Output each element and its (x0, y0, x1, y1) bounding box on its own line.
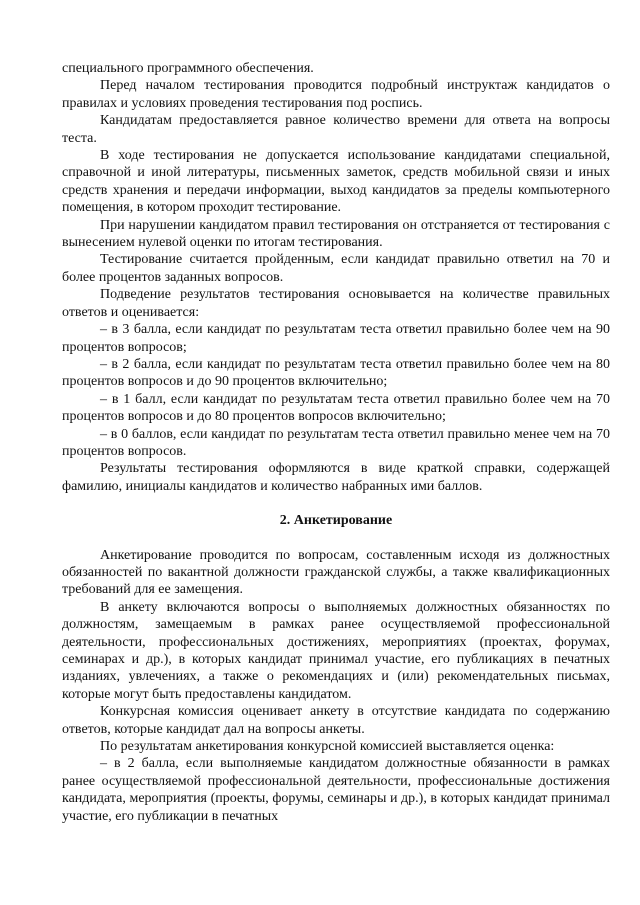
section-heading: 2. Анкетирование (279, 513, 393, 529)
document-page (62, 60, 610, 825)
paragraph: Перед началом тестирования проводится подробный инструктаж кандидатов о правилах и условиях проведения тестирования под роспись. (62, 78, 610, 111)
paragraph: Тестирование считается пройденным, если кандидат правильно ответил на 70 и более процентов заданных вопросов. (62, 252, 610, 285)
list-item: – в 3 балла, если кандидат по результатам теста ответил правильно более чем на 90 процентов вопросов; (62, 322, 610, 355)
list-item: – в 2 балла, если выполняемые кандидатом должностные обязанности в рамках ранее осуществляемой профессиональной деятельности, профессиональные достижения кандидата, мероприятия (проекты, форумы, семинары и др.), в которых кандидат принимал участие, его публикации в печатных (62, 756, 610, 824)
paragraph: В ходе тестирования не допускается использование кандидатами специальной, справочной и иной литературы, письменных заметок, средств мобильной связи и иных средств хранения и передачи информации, выход кандидатов за пределы компьютерного помещения, в котором проходит тестирование. (62, 148, 610, 216)
list-item: – в 2 балла, если кандидат по результатам теста ответил правильно более чем на 80 процентов вопросов и до 90 процентов включительно; (62, 356, 610, 390)
list-item: – в 1 балл, если кандидат по результатам теста ответил правильно более чем на 70 процентов вопросов и до 80 процентов вопросов включительно; (62, 391, 610, 425)
paragraph: Кандидатам предоставляется равное количество времени для ответа на вопросы теста. (62, 113, 610, 146)
paragraph: Подведение результатов тестирования основывается на количестве правильных ответов и оценивается: (62, 287, 610, 320)
paragraph: В анкету включаются вопросы о выполняемых должностных обязанностях по должностям, замещаемым в рамках ранее осуществляемой профессиональной деятельности, профессиональных достижениях, мероприятиях (проектах, форумах, семинарах и др.), в которых кандидат принимал участие, его публикациях в печатных изданиях, увлечениях, а также о рекомендациях и (или) рекомендательных письмах, которые могут быть предоставлены кандидатом. (62, 599, 610, 702)
paragraph: Анкетирование проводится по вопросам, составленным исходя из должностных обязанностей по вакантной должности гражданской службы, а также квалификационных требований для ее замещения. (62, 547, 610, 598)
paragraph: При нарушении кандидатом правил тестирования он отстраняется от тестирования с вынесением нулевой оценки по итогам тестирования. (62, 217, 610, 251)
paragraph: Конкурсная комиссия оценивает анкету в отсутствие кандидата по содержанию ответов, которые кандидат дал на вопросы анкеты. (62, 704, 610, 737)
paragraph: По результатам анкетирования конкурсной комиссией выставляется оценка: (100, 739, 555, 755)
paragraph: Результаты тестирования оформляются в виде краткой справки, содержащей фамилию, инициалы кандидатов и количество набранных ими баллов. (62, 461, 610, 494)
paragraph: специального программного обеспечения. (62, 61, 314, 76)
list-item: – в 0 баллов, если кандидат по результатам теста ответил правильно менее чем на 70 процентов вопросов. (62, 426, 610, 459)
